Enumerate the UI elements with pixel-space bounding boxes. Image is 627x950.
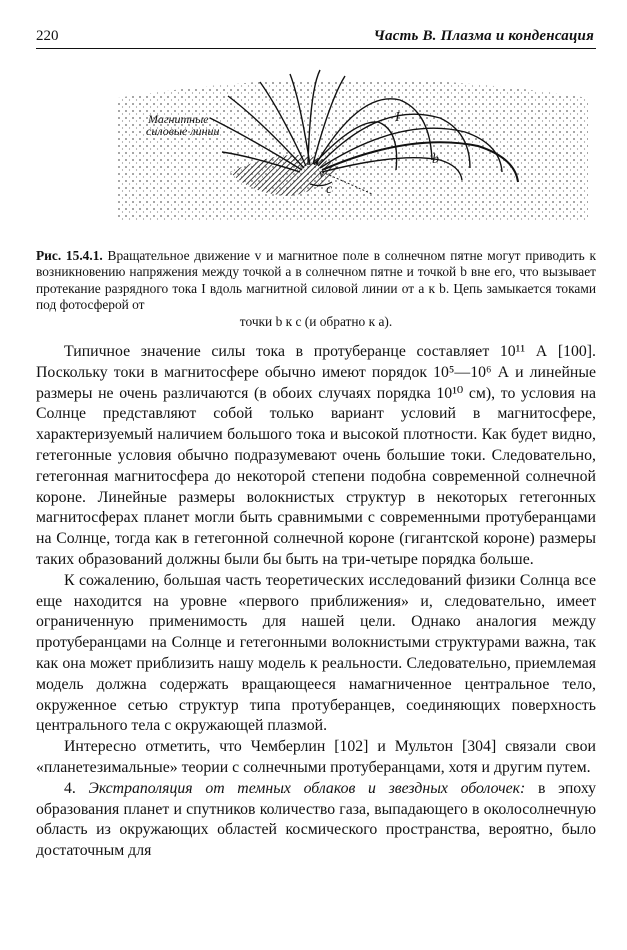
section-4-number: 4. [64, 779, 76, 797]
section-4-title: Экстраполяция от темных облаков и звездных оболочек: [88, 779, 526, 797]
caption-last-line: точки b к c (и обратно к a). [239, 313, 393, 329]
page-header [36, 26, 596, 49]
label-v: v [319, 166, 325, 180]
caption-text: Вращательное движение v и магнитное поле в солнечном пятне могут приводить к возникновению напряжения между точкой a в солнечном пятне и точкой b вне его, что вызывает протекание разрядного тока I вдоль магнитной силовой линии от a к b. Цепь замыкается токами под фотосферой от [36, 248, 597, 313]
section-4 [36, 779, 596, 862]
white-gap [110, 60, 590, 80]
label-field-lines-2: силовые линии [146, 124, 220, 138]
page-number: 220 [36, 28, 59, 44]
label-I: I [395, 110, 400, 125]
body-text [36, 342, 596, 862]
figure-drawing [110, 60, 590, 230]
figure-caption [36, 248, 596, 330]
running-title: Часть В. Плазма и конденсация [373, 28, 594, 44]
label-a: a [313, 154, 319, 168]
paragraph: К сожалению, большая часть теоретических исследований физики Солнца все еще находится на уровне «первого приближения» и, следовательно, имеет ограниченную применимость для нашей цели. Однако аналогия между протуберанцами на Солнце и гетегонными волокнистыми структурами важна, так как она может приблизить нашу модель к реальности. Следовательно, приемлемая модель должна содержать вращающееся намагниченное центральное тело, окруженное сетью структур типа протуберанцев, соединяющих поверхность центрального тела с окружающей плазмой. [36, 571, 596, 735]
figure-sunspot-field-lines [110, 60, 590, 230]
label-field-lines-1: Магнитные [148, 112, 209, 126]
caption-prefix: Рис. 15.4.1. [36, 248, 103, 263]
label-b: b [432, 152, 439, 167]
paragraph: Интересно отметить, что Чемберлин [102] и Мультон [304] связали свои «планетезимальные» теории с солнечными протуберанцами, хотя и другим путем. [36, 738, 596, 776]
paragraph: Типичное значение силы тока в протуберанце составляет 10¹¹ А [100]. Поскольку токи в магнитосфере обычно имеют порядок 10⁵—10⁶ А и линейные размеры не очень различаются (в обоих случаях порядка 10¹⁰ см), то условия на Солнце представляют собой только вариант условий в магнитосфере, характеризуемый наличием большого тока и высокой плотности. Как будет видно, гетегонные условия обычно подразумевают очень большие токи. Следовательно, гетегонная магнитосфера до некоторой степени подобна современной солнечной короне. Линейные размеры волокнистых структур в некоторых гетегонных магнитосферах планет могли быть сравнимыми с современными протуберанцами на Солнце, тогда как в гетегонной солнечной короне (гигантской короне) размеры таких образований должны были бы быть на три-четыре порядка больше. [36, 343, 596, 568]
section-4-text: в эпоху образования планет и спутников количество газа, выпадающего в околосолнечную область из окружающих областей космического пространства, вероятно, было достаточным для [36, 779, 597, 860]
label-c: c [326, 182, 333, 197]
